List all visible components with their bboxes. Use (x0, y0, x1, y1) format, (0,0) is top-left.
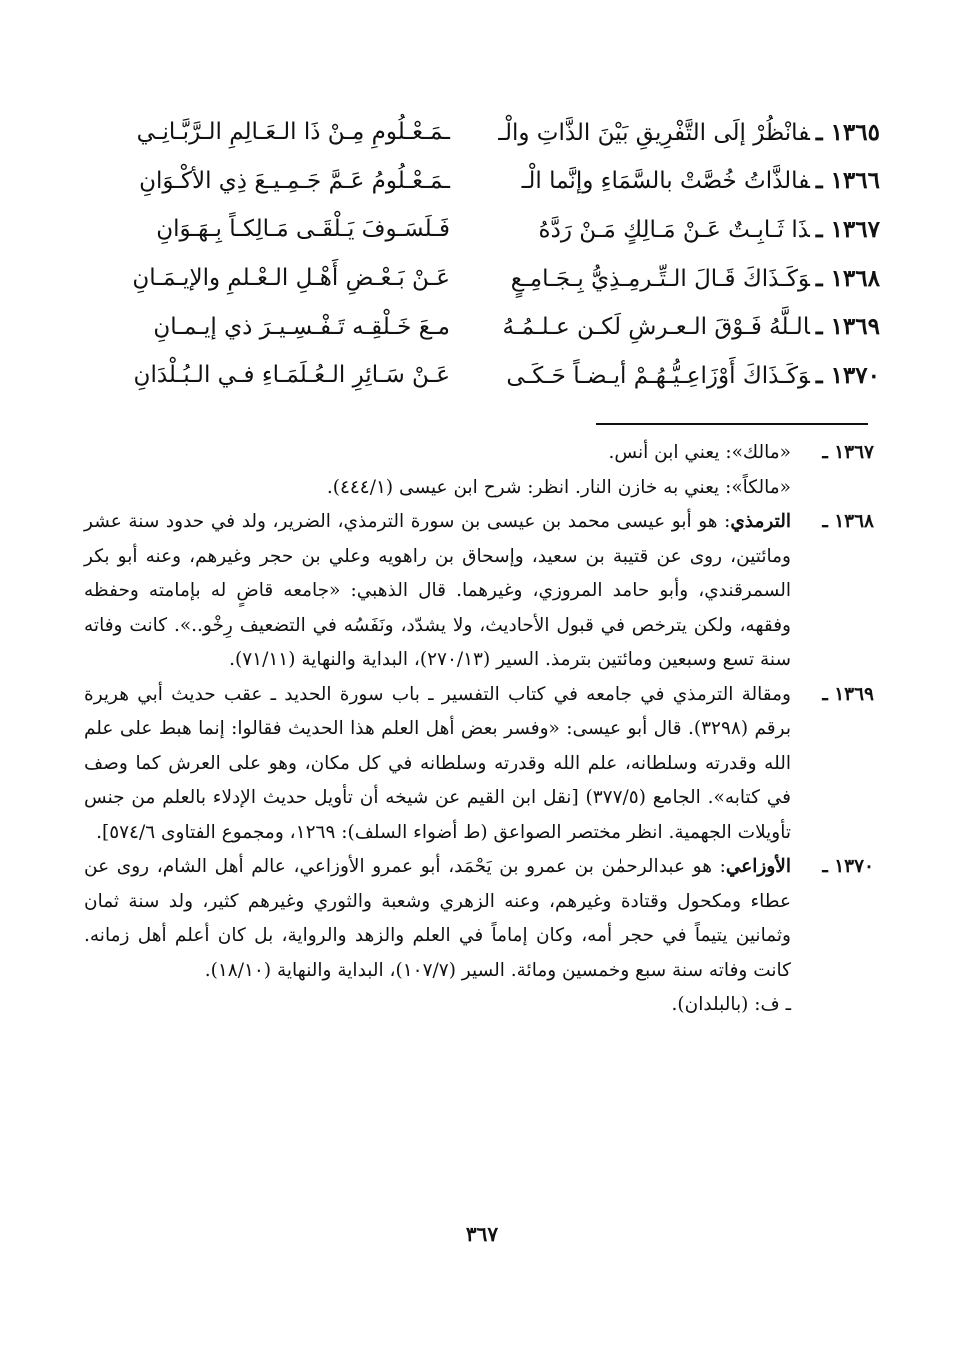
footnote-paragraph (84, 988, 791, 1023)
verse-second-hemistich: مـعَ خَـلْقِـه تَـفْـسِـيـرَ ذي إيـمـانِ (153, 313, 450, 340)
footnote-separator (596, 423, 868, 425)
footnote-text: «مالكاً»: يعني به خازن النار. انظر: شرح ابن عيسى (٤٤٤/١). (326, 476, 791, 498)
footnote-term: الترمذي (730, 511, 791, 532)
verse-line (80, 108, 880, 157)
verse-number: ١٣٦٩ ـ (815, 313, 880, 341)
footnote-number: ١٣٧٠ ـ (822, 856, 874, 877)
footnote-text: : هو أبو عيسى محمد بن عيسى بن سورة الترمذي، الضرير، ولد في حدود سنة عشر ومائتين، روى عن قتيبة بن سعيد، وإسحاق بن راهويه وعلي بن حجر وغيرهم، وعنه أبو بكر السمرقندي، وأبو حامد المروزي، وغيرهما. قال الذهبي: «جامعه قاضٍ له بإمامته وحفظه وفقهه، ولكن يترخص في قبول الأحاديث، ولا يشدّد، ونَفَسُه في التضعيف رِخْو..». كانت وفاته سنة تسع وسبعين ومائتين بترمذ. السير (٢٧٠/١٣)، البداية والنهاية (٧١/١١). (84, 511, 791, 670)
verse-second-hemistich: ـمَـعْـلُومُ عَـمَّ جَـمِـيـعَ ذِي الأكْـوَانِ (139, 167, 450, 194)
footnote-paragraph (84, 850, 791, 988)
footnote-number: ١٣٦٨ ـ (822, 511, 874, 532)
verse-line (80, 205, 880, 254)
footnote-number: ١٣٦٩ ـ (822, 683, 874, 705)
verse-first-hemistich (480, 313, 880, 340)
footnote-text: «مالك»: يعني ابن أنس. (608, 442, 791, 463)
verse-number: ١٣٦٨ ـ (815, 264, 880, 292)
footnote (84, 850, 874, 1023)
footnote-paragraph (84, 471, 791, 506)
footnote-text: : هو عبدالرحمٰن بن عمرو بن يَحْمَد، أبو عمرو الأوزاعي، عالم أهل الشام، روى عن عطاء ومكحول وقتادة وغيرهم، وعنه الزهري وشعبة والثوري وغيرهم كثير، ولد سنة ثمان وثمانين يتيماً في حجر أمه، وكان إماماً في العلم والزهد والرواية، بل كان أعلم أهل زمانه. كانت وفاته سنة سبع وخمسين ومائة. السير (١٠٧/٧)، البداية والنهاية (١٨/١٠). (84, 856, 791, 981)
verse-first-text: ذَا ثَـابِـتٌ عَـنْ مَـالِكٍ مَـنْ رَدَّهُ (538, 216, 810, 243)
footnotes (84, 436, 874, 1023)
footnote-paragraph (84, 505, 791, 678)
footnote-text: ومقالة الترمذي في جامعه في كتاب التفسير ـ باب سورة الحديد ـ عقب حديث أبي هريرة برقم (٣٢٩٨). قال أبو عيسى: «وفسر بعض أهل العلم هذا الحديث فقالوا: إنما هبط على علم الله وقدرته وسلطانه، علم الله وقدرته وسلطانه في كل مكان، وهو على العرش كما وصف في كتابه». الجامع (٣٧٧/٥) [نقل ابن القيم عن شيخه أن تأويل حديث الإدلاء بالعلم من جنس تأويلات الجهمية. انظر مختصر الصواعق (ط أضواء السلف): ١٢٦٩، ومجموع الفتاوى ٥٧٤/٦]. (84, 683, 791, 843)
verse-second-hemistich: فَـلَسَـوفَ يَـلْقَـى مَـالِكـاً بِـهَـوَانِ (156, 216, 450, 243)
verse-line (80, 351, 880, 400)
verse-second-hemistich: عَـنْ سَـائِرِ الـعُـلَمَـاءِ فـي الـبُـلْدَانِ (133, 362, 450, 389)
verse-number: ١٣٧٠ ـ (815, 361, 880, 389)
verse-first-text: الـلَّهُ فَـوْقَ الـعـرشِ لَكـن عـلـمُـهُ (502, 314, 810, 341)
verse-number: ١٣٦٥ ـ (815, 118, 880, 146)
verse-second-hemistich: ـمَـعْـلُومِ مِـنْ ذَا الـعَـالِمِ الـرَّبَّـانِـي (136, 119, 450, 146)
verse-line (80, 254, 880, 303)
verse-first-text: وَكَـذَاكَ أَوْزَاعِـيُّـهُـمْ أيـضـاً حَـكَـى (506, 362, 810, 389)
footnote-number: ١٣٦٧ ـ (822, 442, 874, 463)
poem-verses (80, 108, 880, 400)
verse-line (80, 157, 880, 206)
verse-first-text: وَكَـذَاكَ قَـالَ الـتِّـرمِـذِيُّ بِـجَـامِـعٍ (510, 265, 810, 292)
verse-first-text: فانْظُرْ إلَى التَّفْرِيقِ بَيْنَ الذَّاتِ والْـ (498, 119, 810, 146)
page-number: ٣٦٧ (465, 1222, 499, 1246)
verse-first-hemistich (480, 119, 880, 146)
verse-number: ١٣٦٦ ـ (815, 167, 880, 195)
footnote (84, 678, 874, 851)
footnote (84, 436, 874, 505)
verse-line (80, 302, 880, 351)
footnote-paragraph (84, 678, 791, 851)
verse-first-hemistich (480, 362, 880, 389)
verse-number: ١٣٦٧ ـ (815, 215, 880, 243)
footnote-paragraph (84, 436, 791, 471)
verse-first-text: فالذَّاتُ خُصَّتْ بالسَّمَاءِ وإنَّما الْـ (521, 168, 810, 195)
verse-first-hemistich (480, 265, 880, 292)
footnote-term: الأوزاعي (725, 856, 791, 877)
footnote (84, 505, 874, 678)
footnote-text: ـ ف: (بالبلدان). (671, 994, 791, 1015)
verse-second-hemistich: عَـنْ بَـعْـضِ أَهْـلِ الـعْـلمِ والإيـمَـانِ (132, 265, 450, 292)
verse-first-hemistich (480, 167, 880, 194)
verse-first-hemistich (480, 216, 880, 243)
